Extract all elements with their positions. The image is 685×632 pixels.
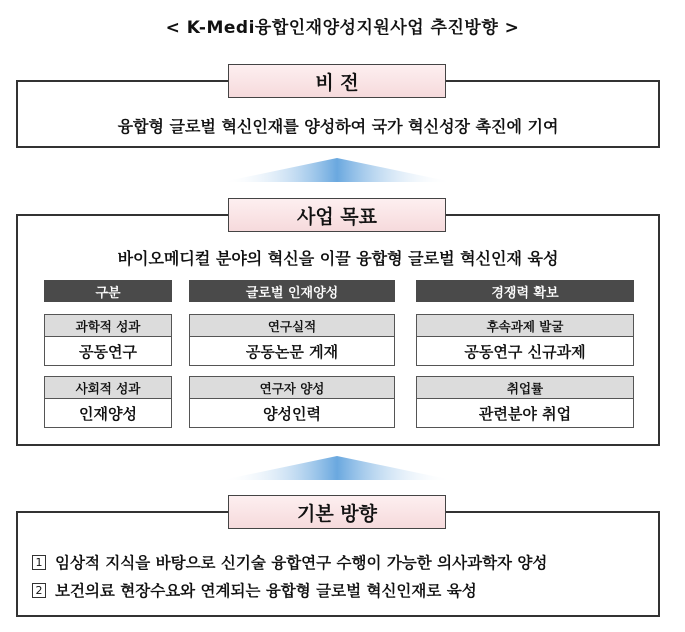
table-header-global-talent: 글로벌 인재양성 bbox=[189, 280, 395, 302]
table-header-competitiveness: 경쟁력 확보 bbox=[416, 280, 634, 302]
cell-value: 공동연구 신규과제 bbox=[464, 342, 586, 361]
cell-label: 연구자 양성 bbox=[190, 377, 394, 399]
item-text: 임상적 지식을 바탕으로 신기술 융합연구 수행이 가능한 의사과학자 양성 bbox=[55, 554, 548, 572]
cell-employment-rate bbox=[416, 376, 634, 428]
cell-label: 연구실적 bbox=[190, 315, 394, 337]
vision-tab: 비 전 bbox=[228, 64, 446, 98]
cell-researcher-training bbox=[189, 376, 395, 428]
table-header-category: 구분 bbox=[44, 280, 172, 302]
cell-scientific-outcome bbox=[44, 314, 172, 366]
cell-value: 양성인력 bbox=[263, 404, 321, 423]
cell-value: 인재양성 bbox=[79, 404, 137, 423]
up-arrow-icon bbox=[222, 158, 452, 182]
page-title: < K-Medi융합인재양성지원사업 추진방향 > bbox=[165, 18, 520, 38]
cell-value: 관련분야 취업 bbox=[478, 404, 572, 423]
goal-box bbox=[16, 214, 660, 446]
cell-research-results bbox=[189, 314, 395, 366]
cell-label: 후속과제 발굴 bbox=[417, 315, 633, 337]
item-number: 1 bbox=[32, 555, 46, 570]
vision-text: 융합형 글로벌 혁신인재를 양성하여 국가 혁신성장 촉진에 기여 bbox=[117, 117, 559, 136]
cell-social-outcome bbox=[44, 376, 172, 428]
cell-label: 과학적 성과 bbox=[45, 315, 171, 337]
item-text: 보건의료 현장수요와 연계되는 융합형 글로벌 혁신인재로 육성 bbox=[55, 582, 477, 600]
cell-value: 공동연구 bbox=[79, 342, 137, 361]
cell-label: 취업률 bbox=[417, 377, 633, 399]
up-arrow-icon bbox=[222, 456, 452, 480]
direction-tab: 기본 방향 bbox=[228, 495, 446, 529]
direction-item bbox=[32, 579, 477, 601]
direction-item bbox=[32, 551, 547, 573]
item-number: 2 bbox=[32, 583, 46, 598]
goal-text: 바이오메디컬 분야의 혁신을 이끌 융합형 글로벌 혁신인재 육성 bbox=[117, 249, 559, 268]
cell-label: 사회적 성과 bbox=[45, 377, 171, 399]
cell-value: 공동논문 게재 bbox=[245, 342, 339, 361]
cell-followup-projects bbox=[416, 314, 634, 366]
goal-tab: 사업 목표 bbox=[228, 198, 446, 232]
